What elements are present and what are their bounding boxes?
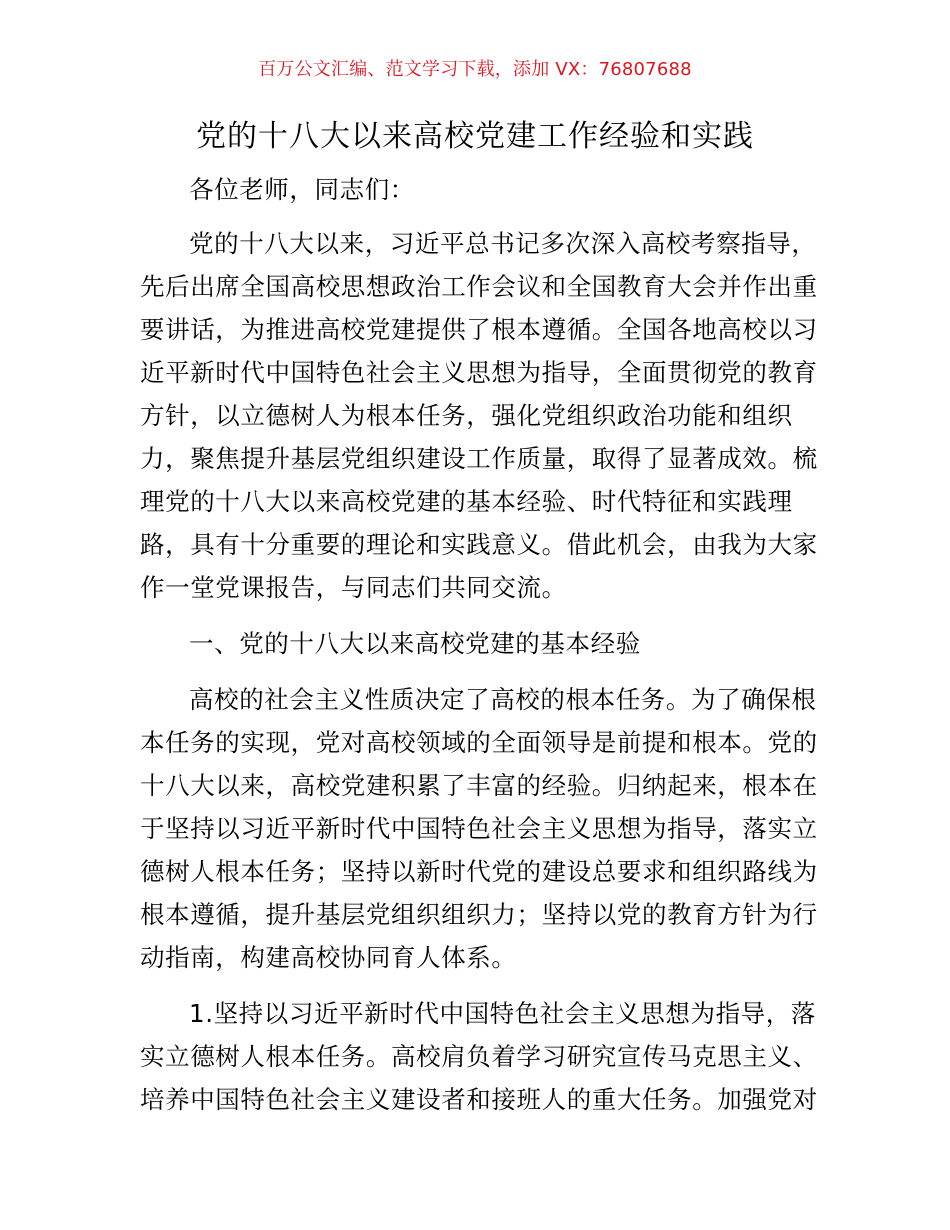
paragraph-3-line-1: 1.坚持以习近平新时代中国特色社会主义思想为指导，落 bbox=[189, 999, 816, 1028]
paragraph-2-line-4: 于坚持以习近平新时代中国特色社会主义思想为指导，落实立 bbox=[140, 814, 818, 843]
paragraph-1-line-2: 先后出席全国高校思想政治工作会议和全国教育大会并作出重 bbox=[140, 272, 818, 301]
paragraph-2-line-2: 本任务的实现，党对高校领域的全面领导是前提和根本。党的 bbox=[140, 728, 818, 757]
paragraph-2-line-5: 德树人根本任务；坚持以新时代党的建设总要求和组织路线为 bbox=[140, 857, 818, 886]
paragraph-2-line-3: 十八大以来，高校党建积累了丰富的经验。归纳起来，根本在 bbox=[140, 771, 818, 800]
paragraph-1-line-6: 力，聚焦提升基层党组织建设工作质量，取得了显著成效。梳 bbox=[140, 444, 818, 473]
salutation: 各位老师，同志们： bbox=[189, 175, 415, 204]
paragraph-3-line-3: 培养中国特色社会主义建设者和接班人的重大任务。加强党对 bbox=[140, 1085, 818, 1114]
paragraph-1-line-4: 近平新时代中国特色社会主义思想为指导，全面贯彻党的教育 bbox=[140, 358, 818, 387]
section-heading-1: 一、党的十八大以来高校党建的基本经验 bbox=[189, 629, 641, 658]
paragraph-1-line-1: 党的十八大以来，习近平总书记多次深入高校考察指导， bbox=[189, 229, 817, 258]
paragraph-1-line-8: 路，具有十分重要的理论和实践意义。借此机会，由我为大家 bbox=[140, 530, 818, 559]
paragraph-3-line-2: 实立德树人根本任务。高校肩负着学习研究宣传马克思主义、 bbox=[140, 1042, 818, 1071]
header-watermark-note: 百万公文汇编、范文学习下载，添加 VX：76807688 bbox=[258, 59, 692, 80]
document-title: 党的十八大以来高校党建工作经验和实践 bbox=[196, 119, 754, 154]
paragraph-1-line-5: 方针，以立德树人为根本任务，强化党组织政治功能和组织 bbox=[140, 401, 793, 430]
paragraph-1-line-7: 理党的十八大以来高校党建的基本经验、时代特征和实践理 bbox=[140, 487, 793, 516]
paragraph-1-line-9: 作一堂党课报告，与同志们共同交流。 bbox=[140, 573, 567, 602]
paragraph-1-line-3: 要讲话，为推进高校党建提供了根本遵循。全国各地高校以习 bbox=[140, 315, 818, 344]
paragraph-2-line-1: 高校的社会主义性质决定了高校的根本任务。为了确保根 bbox=[189, 685, 817, 714]
paragraph-2-line-7: 动指南，构建高校协同育人体系。 bbox=[140, 943, 517, 972]
paragraph-2-line-6: 根本遵循，提升基层党组织组织力；坚持以党的教育方针为行 bbox=[140, 900, 818, 929]
